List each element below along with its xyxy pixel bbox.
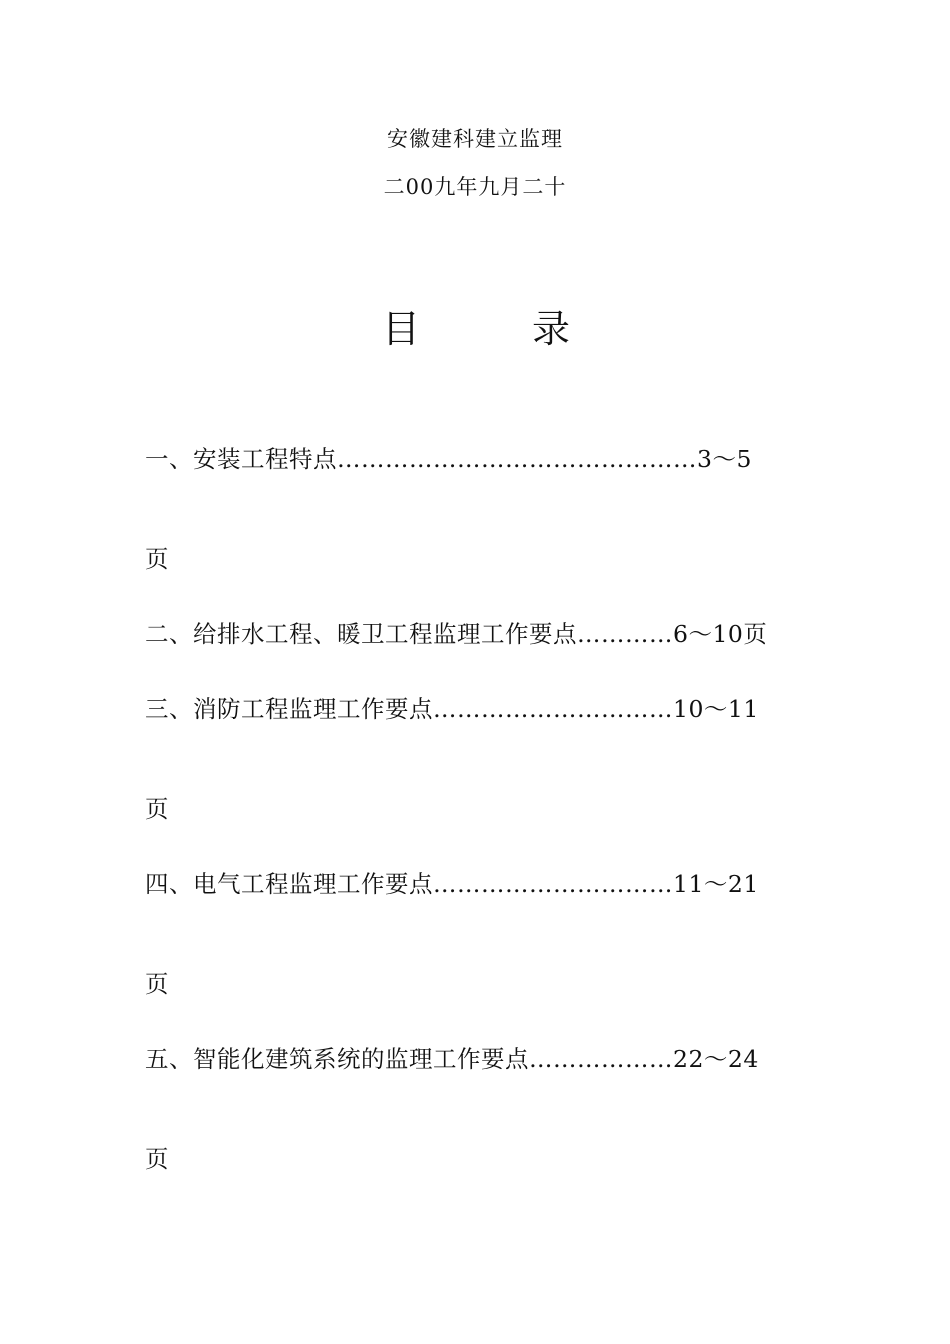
toc-title-char-1: 目 <box>382 307 421 351</box>
toc-entry-2: 二、给排水工程、暖卫工程监理工作要点…………6～10页 <box>145 620 768 648</box>
toc-entry-4-suffix: 页 <box>145 970 169 998</box>
toc-title-char-2: 录 <box>532 307 571 351</box>
toc-entry-4: 四、电气工程监理工作要点…………………………11～21 <box>145 870 759 898</box>
toc-entry-5-suffix: 页 <box>145 1145 169 1173</box>
organization-name: 安徽建科建立监理 <box>387 127 563 151</box>
toc-entry-5: 五、智能化建筑系统的监理工作要点………………22～24 <box>145 1045 759 1073</box>
document-date: 二00九年九月二十 <box>383 175 567 199</box>
toc-entry-1: 一、安装工程特点………………………………………3～5 <box>145 445 752 473</box>
toc-entry-1-suffix: 页 <box>145 545 169 573</box>
toc-entry-3: 三、消防工程监理工作要点…………………………10～11 <box>145 695 759 723</box>
toc-entry-3-suffix: 页 <box>145 795 169 823</box>
toc-title <box>382 298 582 351</box>
